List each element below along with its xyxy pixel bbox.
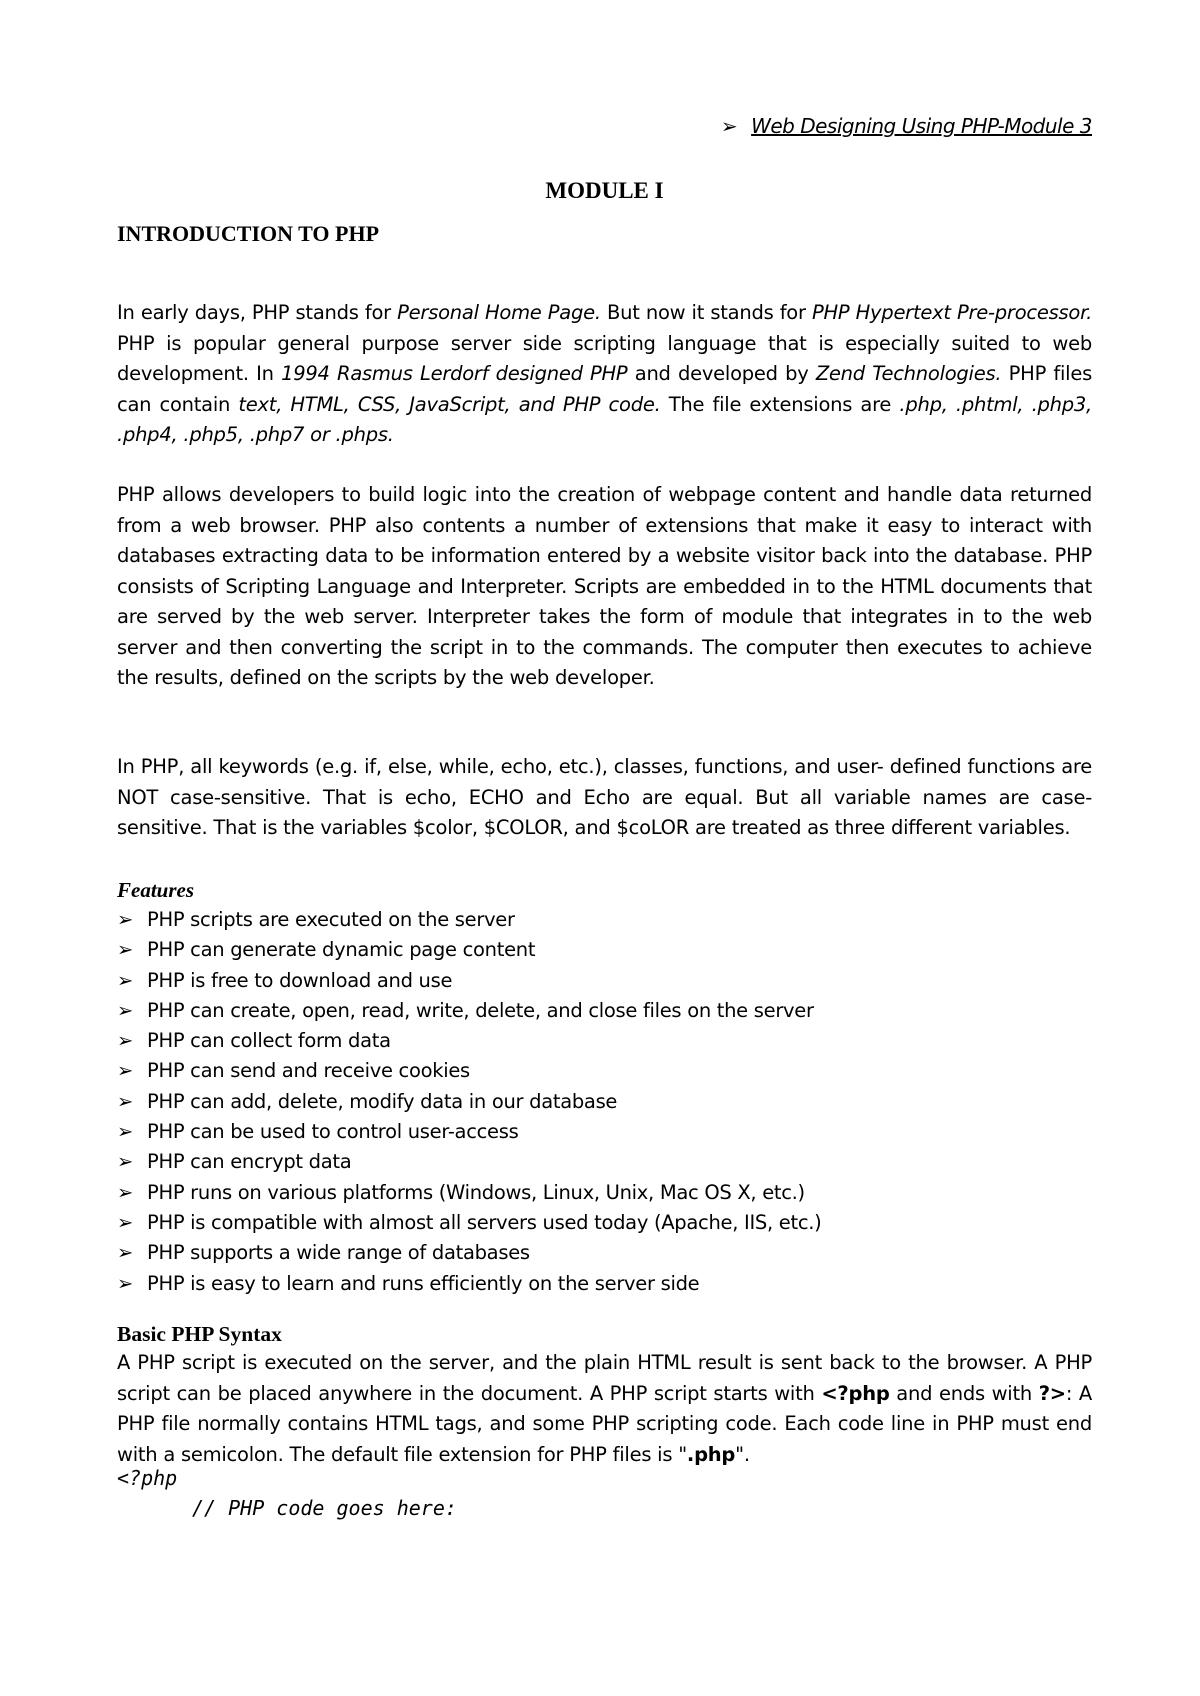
text-run: A PHP script is executed on the server, and the plain HTML result is sent back to the browser. A PHP script can be placed anywhere in the document. A PHP script starts with [117,1351,1092,1405]
feature-list-item [117,996,1092,1026]
feature-list-item [117,1269,1092,1299]
text-run: and ends with [889,1381,1039,1405]
arrow-bullet-icon: ➢ [117,1241,134,1265]
arrow-bullet-icon: ➢ [117,1150,134,1174]
arrow-bullet-icon: ➢ [117,1059,134,1083]
feature-text: PHP can be used to control user-access [147,1120,519,1144]
feature-text: PHP can encrypt data [147,1150,352,1174]
features-list [117,905,1092,1299]
feature-text: PHP runs on various platforms (Windows, Linux, Unix, Mac OS X, etc.) [147,1180,805,1204]
text-run: In early days, PHP stands for [117,301,398,324]
section-title-syntax: Basic PHP Syntax [117,1322,282,1346]
paragraph-logic: PHP allows developers to build logic into the creation of webpage content and handle data returned from a web browser. PHP also contents a number of extensions that make it easy to interact with databases extracting data to be information entered by a website visitor back into the database. PHP consists of Scripting Language and Interpreter. Scripts are embedded in to the HTML documents that are served by the web server. Interpreter takes the form of module that integrates in to the web server and then converting the script in to the commands. The computer then executes to achieve the results, defined on the scripts by the web developer. [117,483,1092,689]
feature-text: PHP can collect form data [147,1029,391,1053]
section-title-intro: INTRODUCTION TO PHP [117,221,380,246]
paragraph-syntax [117,1348,1092,1470]
header-text: Web Designing Using PHP-Module 3 [751,114,1092,138]
module-title: MODULE I [545,178,664,203]
text-run: ". [735,1442,750,1466]
feature-text: PHP scripts are executed on the server [147,908,515,931]
text-run: The file extensions are [660,392,900,416]
feature-list-item [117,1117,1092,1147]
feature-list-item [117,1208,1092,1238]
arrow-bullet-icon: ➢ [117,938,134,962]
paragraph-intro [117,298,1092,451]
italic-run: PHP Hypertext Pre-processor. [811,301,1093,324]
feature-list-item [117,1147,1092,1177]
bold-run: <?php [821,1381,890,1405]
feature-text: PHP is easy to learn and runs efficiently on the server side [147,1271,700,1295]
arrow-bullet-icon: ➢ [117,1089,134,1113]
feature-text: PHP supports a wide range of databases [147,1241,530,1265]
text-run: But now it stands for [600,301,812,324]
bold-run: .php [686,1442,736,1466]
feature-text: PHP is free to download and use [147,968,453,992]
arrow-bullet-icon: ➢ [117,908,134,931]
arrow-bullet-icon: ➢ [117,1271,134,1295]
feature-list-item [117,935,1092,965]
arrow-bullet-icon: ➢ [117,1120,134,1144]
arrow-bullet-icon: ➢ [117,1210,134,1234]
italic-run: .php, .phtml, .php3, .php4, .php5, .php7 or .phps. [117,392,1092,446]
feature-list-item [117,1026,1092,1056]
feature-list-item [117,1178,1092,1208]
bold-run: ?> [1038,1381,1066,1405]
arrow-bullet-icon: ➢ [117,1180,134,1204]
arrow-bullet-icon: ➢ [720,114,738,138]
italic-run: Zend Technologies. [815,362,1002,385]
running-header [721,114,1092,138]
code-line-comment: // PHP code goes here: [192,1496,457,1520]
feature-text: PHP is compatible with almost all servers used today (Apache, IIS, etc.) [147,1210,822,1234]
italic-run: text, HTML, CSS, JavaScript, and PHP code. [238,392,661,416]
feature-text: PHP can add, delete, modify data in our database [147,1089,618,1113]
italic-run: Personal Home Page. [397,301,601,324]
arrow-bullet-icon: ➢ [117,968,134,992]
text-run: : A PHP file normally contains HTML tags, and some PHP scripting code. Each code line in PHP must end with a semicolon. The default file extension for PHP files is " [117,1381,1093,1466]
feature-list-item [117,1056,1092,1086]
feature-text: PHP can send and receive cookies [147,1059,470,1083]
text-run: and developed by [627,362,816,385]
feature-list-item [117,905,1092,935]
italic-run: 1994 Rasmus Lerdorf designed PHP [281,362,628,385]
arrow-bullet-icon: ➢ [117,1029,134,1053]
feature-list-item [117,1087,1092,1117]
feature-text: PHP can create, open, read, write, delete, and close files on the server [147,998,814,1022]
feature-list-item [117,966,1092,996]
arrow-bullet-icon: ➢ [117,998,134,1022]
features-title: Features [117,878,195,902]
feature-text: PHP can generate dynamic page content [147,938,536,962]
code-line-open-tag: <?php [117,1466,178,1490]
text-run: PHP files can contain [117,362,1093,416]
text-run: PHP is popular general purpose server side scripting language that is especially suited to web development. In [117,331,1092,385]
paragraph-case-sensitivity: In PHP, all keywords (e.g. if, else, while, echo, etc.), classes, functions, and user- defined functions are NOT case-sensitive. That is echo, ECHO and Echo are equal. But all variable names are case-sensitive. That is the variables $color, $COLOR, and $coLOR are treated as three different variables. [117,755,1092,839]
feature-list-item [117,1238,1092,1268]
